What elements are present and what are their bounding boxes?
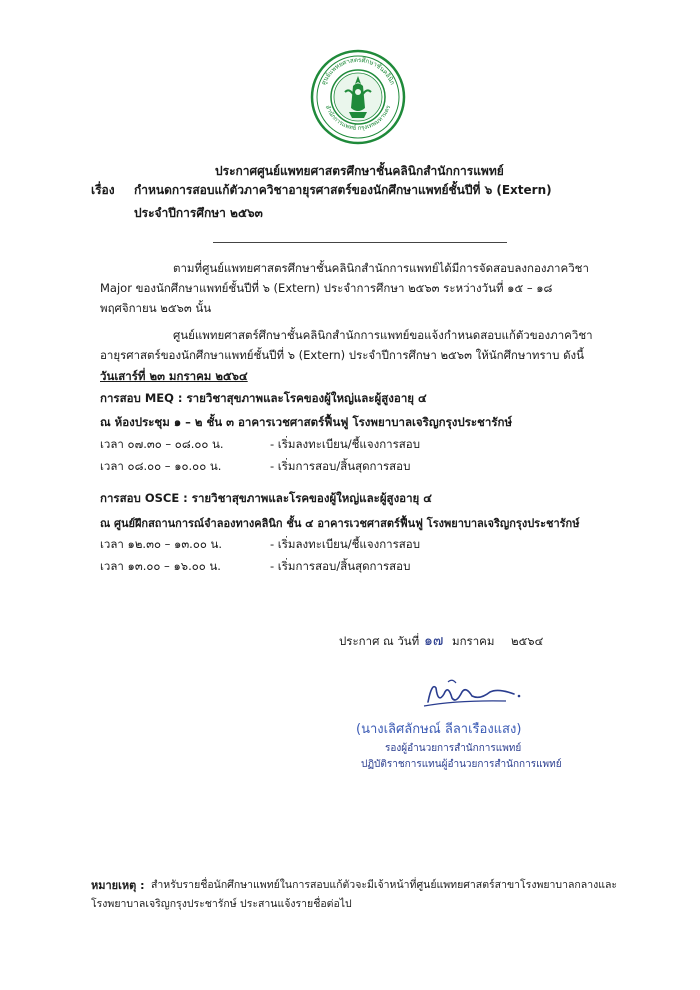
meq-title: การสอบ MEQ : รายวิชาสุขภาพและโรคของผู้ใหญ่และผู้สูงอายุ ๔ bbox=[100, 391, 427, 405]
note-line-2: โรงพยาบาลเจริญกรุงประชารักษ์ ประสานแจ้งรายชื่อต่อไป bbox=[91, 898, 352, 910]
para2-line1: ศูนย์แพทยศาสตร์ศึกษาชั้นคลินิกสำนักการแพทย์ขอแจ้งกำหนดสอบแก้ตัวของภาควิชา bbox=[173, 328, 593, 342]
osce-activity-1: - เริ่มลงทะเบียน/ชี้แจงการสอบ bbox=[270, 537, 421, 551]
note-line-1: สำหรับรายชื่อนักศึกษาแพทย์ในการสอบแก้ตัวจะมีเจ้าหน้าที่ศูนย์แพทยศาสตร์สาขาโรงพยาบาลกลางและ bbox=[151, 879, 618, 891]
announce-day: ๑๗ bbox=[424, 633, 444, 649]
subject-label: เรื่อง bbox=[91, 183, 115, 197]
seal-emblem-icon bbox=[309, 48, 407, 146]
signature-scribble bbox=[418, 674, 528, 714]
signatory-position-1: รองผู้อำนวยการสำนักการแพทย์ bbox=[385, 743, 522, 754]
divider-line bbox=[213, 242, 507, 243]
subject-line-2: ประจำปีการศึกษา ๒๕๖๓ bbox=[134, 206, 263, 220]
note-label: หมายเหตุ : bbox=[91, 879, 145, 892]
para1-line2: Major ของนักศึกษาแพทย์ชั้นปีที่ ๖ (Extern) ประจำการศึกษา ๒๕๖๓ ระหว่างวันที่ ๑๕ – ๑๘ bbox=[100, 281, 553, 295]
seal-top-text: ศูนย์แพทยศาสตรศึกษาชั้นคลินิก bbox=[320, 56, 396, 87]
osce-activity-2: - เริ่มการสอบ/สิ้นสุดการสอบ bbox=[270, 559, 411, 573]
seal-bottom-text: สำนักการแพทย์ กรุงเทพมหานคร bbox=[323, 104, 393, 132]
meq-activity-1: - เริ่มลงทะเบียน/ชี้แจงการสอบ bbox=[270, 437, 421, 451]
subject-line-1: กำหนดการสอบแก้ตัวภาควิชาอายุรศาสตร์ของนักศึกษาแพทย์ชั้นปีที่ ๖ (Extern) bbox=[134, 183, 552, 197]
para2-line2: อายุรศาสตร์ของนักศึกษาแพทย์ชั้นปีที่ ๖ (Extern) ประจำปีการศึกษา ๒๕๖๓ ให้นักศึกษาทราบ ดังนี้ bbox=[100, 348, 585, 362]
announce-year: ๒๕๖๔ bbox=[511, 634, 544, 648]
osce-venue: ณ ศูนย์ฝึกสถานการณ์จำลองทางคลินิก ชั้น ๔ อาคารเวชศาสตร์ฟื้นฟู โรงพยาบาลเจริญกรุงประชารักษ์ bbox=[100, 517, 580, 530]
date-heading: วันเสาร์ที่ ๒๓ มกราคม ๒๕๖๔ bbox=[100, 369, 248, 383]
osce-time-2: เวลา ๑๓.๐๐ – ๑๖.๐๐ น. bbox=[100, 559, 221, 573]
signature-icon bbox=[418, 674, 528, 714]
page-title: ประกาศศูนย์แพทยศาสตรศึกษาชั้นคลินิกสำนักการแพทย์ bbox=[215, 164, 504, 178]
meq-time-1: เวลา ๐๗.๓๐ – ๐๘.๐๐ น. bbox=[100, 437, 224, 451]
announce-month: มกราคม bbox=[452, 634, 495, 648]
signatory-position-2: ปฏิบัติราชการแทนผู้อำนวยการสำนักการแพทย์ bbox=[361, 759, 562, 770]
para1-line3: พฤศจิกายน ๒๕๖๓ นั้น bbox=[100, 301, 212, 315]
osce-time-1: เวลา ๑๒.๓๐ – ๑๓.๐๐ น. bbox=[100, 537, 223, 551]
seal-logo bbox=[309, 48, 407, 146]
meq-venue: ณ ห้องประชุม ๑ – ๒ ชั้น ๓ อาคารเวชศาสตร์ฟื้นฟู โรงพยาบาลเจริญกรุงประชารักษ์ bbox=[100, 415, 513, 429]
osce-title: การสอบ OSCE : รายวิชาสุขภาพและโรคของผู้ใหญ่และผู้สูงอายุ ๔ bbox=[100, 491, 432, 505]
meq-time-2: เวลา ๐๘.๐๐ – ๑๐.๐๐ น. bbox=[100, 459, 222, 473]
signatory-name: (นางเลิศลักษณ์ ลีลาเรืองแสง) bbox=[356, 722, 522, 737]
para1-line1: ตามที่ศูนย์แพทยศาสตรศึกษาชั้นคลินิกสำนักการแพทย์ได้มีการจัดสอบลงกองภาควิชา bbox=[173, 261, 589, 275]
announce-prefix: ประกาศ ณ วันที่ bbox=[339, 634, 420, 648]
meq-activity-2: - เริ่มการสอบ/สิ้นสุดการสอบ bbox=[270, 459, 411, 473]
